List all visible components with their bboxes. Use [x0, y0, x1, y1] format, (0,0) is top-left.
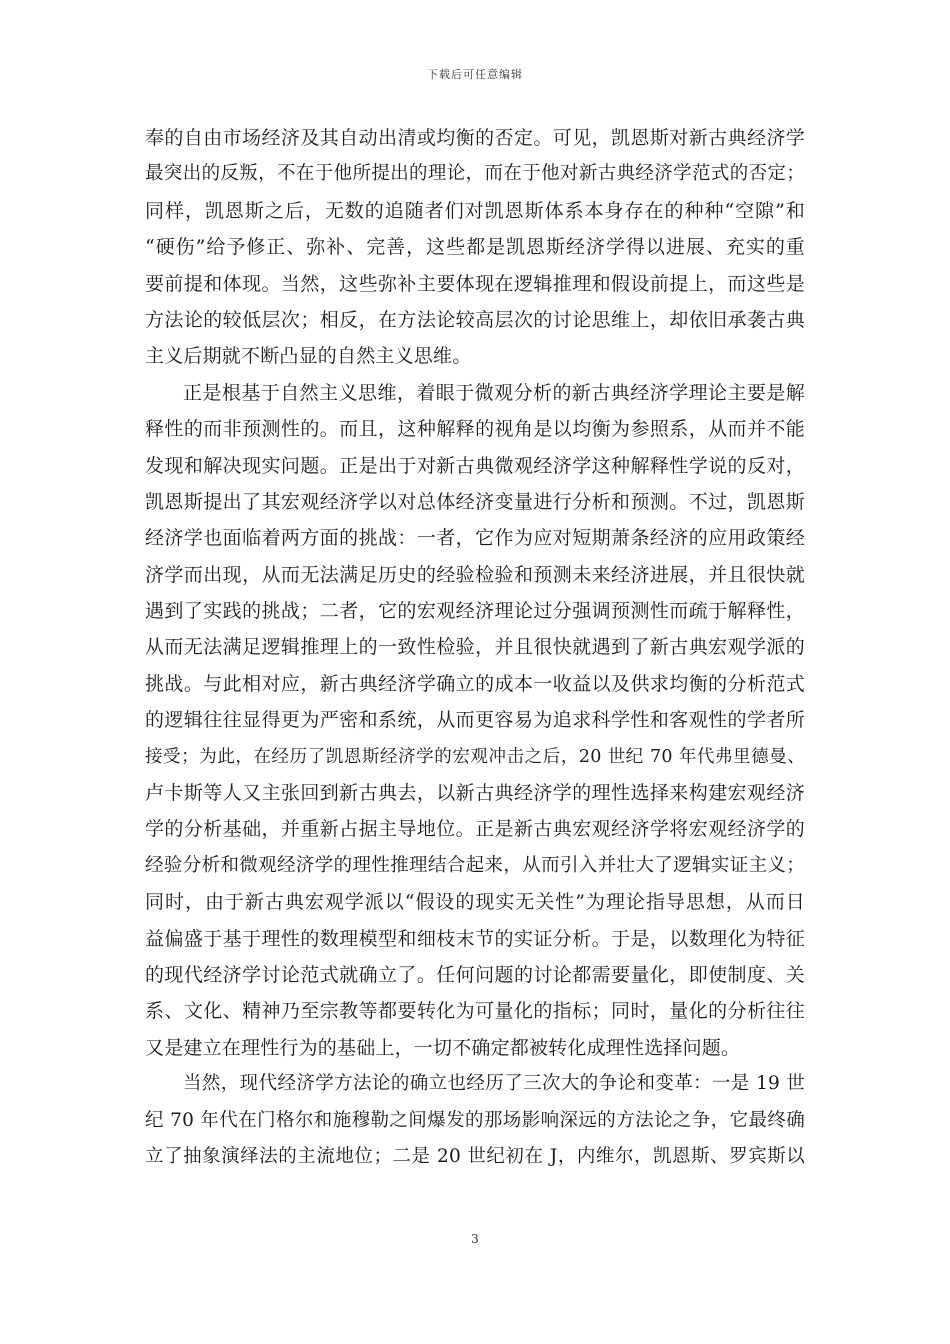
- text-line: 经验分析和微观经济学的理性推理结合起来，从而引入并壮大了逻辑实证主义；: [145, 854, 805, 876]
- text-line: 的现代经济学讨论范式就确立了。任何问题的讨论都需要量化，即使制度、关: [145, 963, 805, 986]
- text-line: 凯恩斯提出了其宏观经济学以对总体经济变量进行分析和预测。不过，凯恩斯: [145, 490, 805, 513]
- text-line: 主义后期就不断凸显的自然主义思维。: [145, 345, 472, 368]
- text-line: 又是建立在理性行为的基础上，一切不确定都被转化成理性选择问题。: [145, 1036, 741, 1059]
- text-line: 同样，凯恩斯之后，无数的追随者们对凯恩斯体系本身存在的种种“空隙”和: [145, 199, 805, 222]
- text-line: 遇到了实践的挑战；二者，它的宏观经济理论过分强调预测性而疏于解释性，: [145, 600, 805, 623]
- text-line: 发现和解决现实问题。正是出于对新古典微观经济学这种解释性学说的反对，: [145, 454, 805, 477]
- text-line: 纪 70 年代在门格尔和施穆勒之间爆发的那场影响深远的方法论之争，它最终确: [145, 1109, 805, 1131]
- text-line: 济学而出现，从而无法满足历史的经验检验和预测未来经济进展，并且很快就: [145, 563, 805, 586]
- text-line: 同时，由于新古典宏观学派以“假设的现实无关性”为理论指导思想，从而日: [145, 891, 805, 914]
- text-line: 释性的而非预测性的。而且，这种解释的视角是以均衡为参照系，从而并不能: [145, 418, 805, 441]
- text-line: “硬伤”给予修正、弥补、完善，这些都是凯恩斯经济学得以进展、充实的重: [145, 236, 805, 259]
- text-line: 当然，现代经济学方法论的确立也经历了三次大的争论和变革：一是 19 世: [183, 1073, 805, 1095]
- page-number: 3: [471, 1232, 479, 1246]
- text-line: 接受；为此，在经历了凯恩斯经济学的宏观冲击之后，20 世纪 70 年代弗里德曼、: [145, 746, 805, 767]
- text-line: 系、文化、精神乃至宗教等都要转化为可量化的指标；同时，量化的分析往往: [145, 1000, 805, 1023]
- text-line: 卢卡斯等人又主张回到新古典去，以新古典经济学的理性选择来构建宏观经济: [145, 782, 805, 805]
- text-line: 从而无法满足逻辑推理上的一致性检验，并且很快就遇到了新古典宏观学派的: [145, 636, 805, 659]
- text-line: 学的分析基础，并重新占据主导地位。正是新古典宏观经济学将宏观经济学的: [145, 818, 805, 841]
- text-line: 要前提和体现。当然，这些弥补主要体现在逻辑推理和假设前提上，而这些是: [145, 272, 805, 295]
- text-line: 奉的自由市场经济及其自动出清或均衡的否定。可见，凯恩斯对新古典经济学: [145, 127, 805, 149]
- text-line: 立了抽象演绎法的主流地位；二是 20 世纪初在 J，内维尔，凯恩斯、罗宾斯以: [145, 1145, 805, 1167]
- text-line: 正是根基于自然主义思维，着眼于微观分析的新古典经济学理论主要是解: [183, 381, 805, 404]
- text-line: 最突出的反叛，不在于他所提出的理论，而在于他对新古典经济学范式的否定；: [145, 163, 805, 185]
- text-line: 方法论的较低层次；相反，在方法论较高层次的讨论思维上，却依旧承袭古典: [145, 308, 805, 331]
- page-header-note: 下载后可任意编辑: [427, 68, 523, 81]
- text-line: 益偏盛于基于理性的数理模型和细枝末节的实证分析。于是，以数理化为特征: [145, 927, 805, 950]
- text-line: 挑战。与此相对应，新古典经济学确立的成本一收益以及供求均衡的分析范式: [145, 672, 805, 695]
- document-body: [145, 120, 805, 1175]
- text-line: 的逻辑往往显得更为严密和系统，从而更容易为追求科学性和客观性的学者所: [145, 709, 805, 732]
- text-line: 经济学也面临着两方面的挑战：一者，它作为应对短期萧条经济的应用政策经: [145, 527, 805, 550]
